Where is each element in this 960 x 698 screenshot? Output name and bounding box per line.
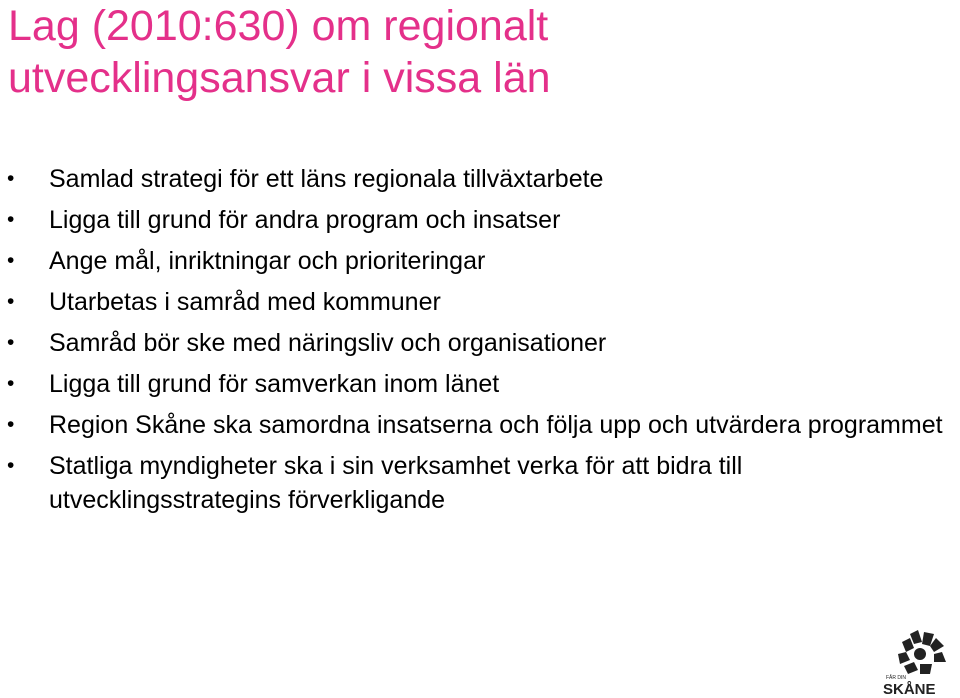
- bullet-item: [0, 203, 950, 237]
- bullet-text: Utarbetas i samråd med kommuner: [49, 288, 441, 316]
- bullet-text: Ligga till grund för andra program och insatser: [49, 206, 561, 234]
- bullet-item: [0, 162, 950, 196]
- bullet-dot: •: [7, 454, 15, 477]
- bullet-dot: •: [7, 331, 15, 354]
- skane-logo-icon: [880, 628, 958, 696]
- bullet-text: Ligga till grund för samverkan inom länet: [49, 370, 500, 398]
- slide-title-line-1: Lag (2010:630) om regionalt: [8, 2, 549, 50]
- bullet-text: Samlad strategi för ett läns regionala tillväxtarbete: [49, 165, 604, 193]
- logo-small-text: FÅR DIN: [886, 675, 906, 681]
- bullet-dot: •: [7, 290, 15, 313]
- bullet-item: [0, 285, 950, 319]
- bullet-dot: •: [7, 413, 15, 436]
- logo-name-text: SKÅNE: [883, 681, 936, 696]
- bullet-dot: •: [7, 167, 15, 190]
- bullet-item: [0, 367, 950, 401]
- bullet-list: [0, 162, 950, 524]
- logo-flower-icon: [898, 630, 946, 674]
- slide-title-line-2: utvecklingsansvar i vissa län: [8, 54, 551, 102]
- bullet-text: Samråd bör ske med näringsliv och organisationer: [49, 329, 607, 357]
- bullet-text: Statliga myndigheter ska i sin verksamhet verka för att bidra till utvecklingsstrategins förverkligande: [49, 452, 743, 514]
- bullet-dot: •: [7, 249, 15, 272]
- bullet-text: Ange mål, inriktningar och prioriteringar: [49, 247, 486, 275]
- bullet-item: [0, 326, 950, 360]
- bullet-dot: •: [7, 208, 15, 231]
- slide-title: [8, 0, 948, 104]
- bullet-dot: •: [7, 372, 15, 395]
- bullet-item: [0, 408, 950, 442]
- bullet-item: [0, 244, 950, 278]
- bullet-item: [0, 449, 950, 517]
- bullet-text: Region Skåne ska samordna insatserna och följa upp och utvärdera programmet: [49, 411, 943, 439]
